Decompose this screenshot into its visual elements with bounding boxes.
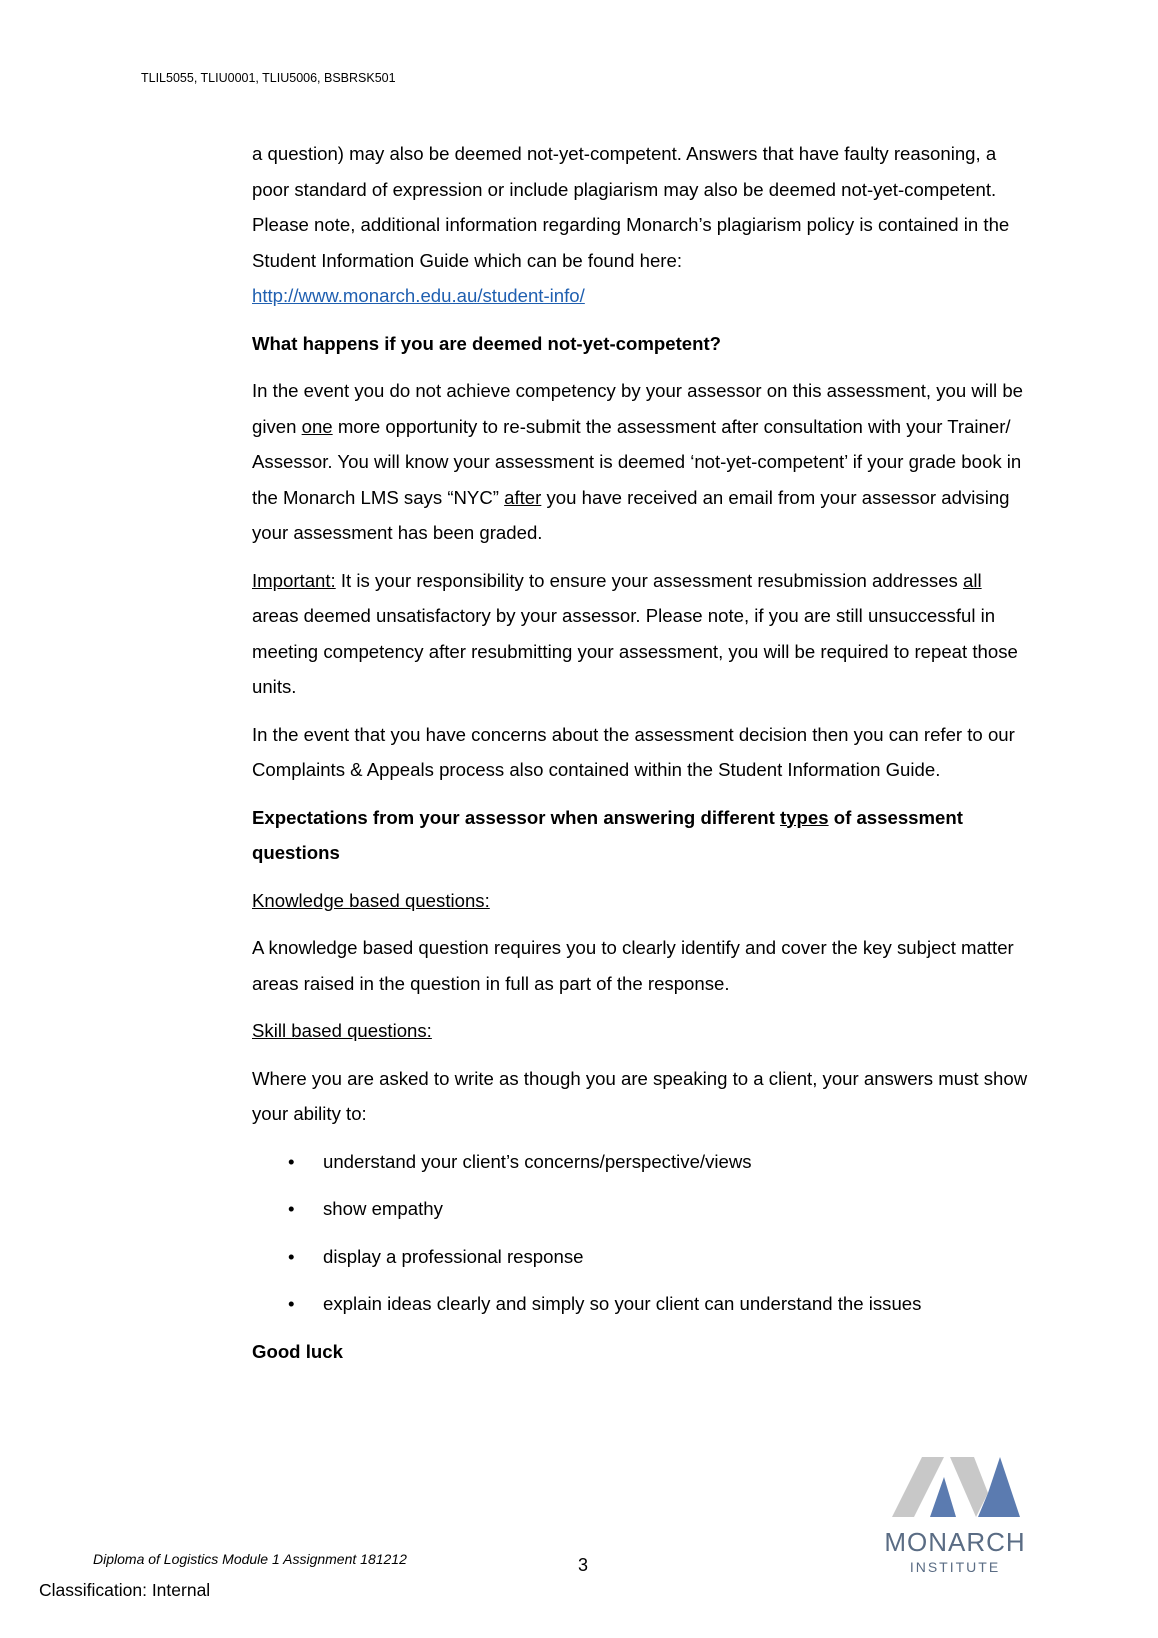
important-emphasis-all: all bbox=[963, 569, 982, 591]
skill-label: Skill based questions: bbox=[252, 1020, 432, 1041]
list-item bbox=[252, 1191, 1032, 1227]
nyc-emphasis-after: after bbox=[504, 486, 542, 508]
intro-text: a question) may also be deemed not-yet-competent. Answers that have faulty reasoning, a poor standard of expression or include plagiarism may also be deemed not-yet-competent. Please note, additional information regarding Monarch’s plagiarism policy is contained in the Student Information Guide which can be found here: bbox=[252, 143, 1010, 271]
bullet-icon: • bbox=[288, 1150, 295, 1172]
bullet-text: display a professional response bbox=[323, 1245, 584, 1267]
footer-document-title: Diploma of Logistics Module 1 Assignment 181212 bbox=[93, 1551, 407, 1567]
bullet-icon: • bbox=[288, 1293, 295, 1314]
student-info-link[interactable]: http://www.monarch.edu.au/student-info/ bbox=[252, 285, 585, 306]
bullet-text: understand your client’s concerns/perspective/views bbox=[323, 1150, 752, 1172]
list-item bbox=[252, 1239, 1032, 1275]
skill-bullet-list bbox=[252, 1144, 1032, 1322]
expectations-heading bbox=[252, 800, 1032, 871]
important-text-2: areas deemed unsatisfactory by your assessor. Please note, if you are still unsuccessful in meeting competency after resubmitting your assessment, you will be required to repeat those units. bbox=[252, 605, 1018, 697]
nyc-heading: What happens if you are deemed not-yet-competent? bbox=[252, 332, 722, 354]
nyc-emphasis-one: one bbox=[301, 415, 333, 437]
list-item bbox=[252, 1286, 1032, 1322]
bullet-text: explain ideas clearly and simply so your client can understand the issues bbox=[323, 1293, 922, 1314]
nyc-text-3: you have received an email from your assessor advising your assessment has been graded. bbox=[252, 486, 1010, 543]
logo-subtitle: INSTITUTE bbox=[909, 1559, 1001, 1575]
important-paragraph bbox=[252, 563, 1032, 705]
nyc-text-1: In the event you do not achieve competency by your assessor on this assessment, you will be given bbox=[252, 380, 1024, 437]
important-label: Important: bbox=[252, 569, 336, 591]
important-text-1: It is your responsibility to ensure your assessment resubmission addresses bbox=[335, 569, 964, 591]
classification-label: Classification: Internal bbox=[39, 1580, 211, 1600]
nyc-paragraph bbox=[252, 373, 1032, 551]
skill-paragraph: Where you are asked to write as though you are speaking to a client, your answers must show your ability to: bbox=[252, 1067, 1028, 1124]
document-body bbox=[252, 136, 1032, 1381]
knowledge-label: Knowledge based questions: bbox=[252, 889, 490, 911]
list-item bbox=[252, 1144, 1032, 1180]
header-unit-codes: TLIL5055, TLIU0001, TLIU5006, BSBRSK501 bbox=[141, 71, 396, 85]
intro-paragraph bbox=[252, 136, 1032, 314]
expectations-heading-text-2: of assessment questions bbox=[252, 806, 963, 863]
logo-name: MONARCH bbox=[884, 1527, 1026, 1557]
monarch-logo bbox=[880, 1455, 1030, 1575]
bullet-icon: • bbox=[288, 1198, 295, 1219]
knowledge-paragraph: A knowledge based question requires you to clearly identify and cover the key subject matter areas raised in the question in full as part of the response. bbox=[252, 937, 1014, 994]
expectations-heading-types: types bbox=[780, 806, 829, 828]
bullet-icon: • bbox=[288, 1245, 295, 1267]
bullet-text: show empathy bbox=[323, 1198, 443, 1219]
page-number: 3 bbox=[578, 1555, 589, 1575]
nyc-text-2: more opportunity to re-submit the assessment after consultation with your Trainer/ Assessor. You will know your assessment is deemed ‘not-yet-competent’ if your grade book in the Monarch LMS says “NYC” bbox=[252, 415, 1022, 508]
good-luck: Good luck bbox=[252, 1340, 343, 1362]
monarch-mountain-icon bbox=[892, 1455, 1022, 1519]
expectations-heading-text-1: Expectations from your assessor when answering different bbox=[252, 806, 780, 828]
appeals-paragraph: In the event that you have concerns about the assessment decision then you can refer to our Complaints & Appeals process also contained within the Student Information Guide. bbox=[252, 723, 1015, 780]
